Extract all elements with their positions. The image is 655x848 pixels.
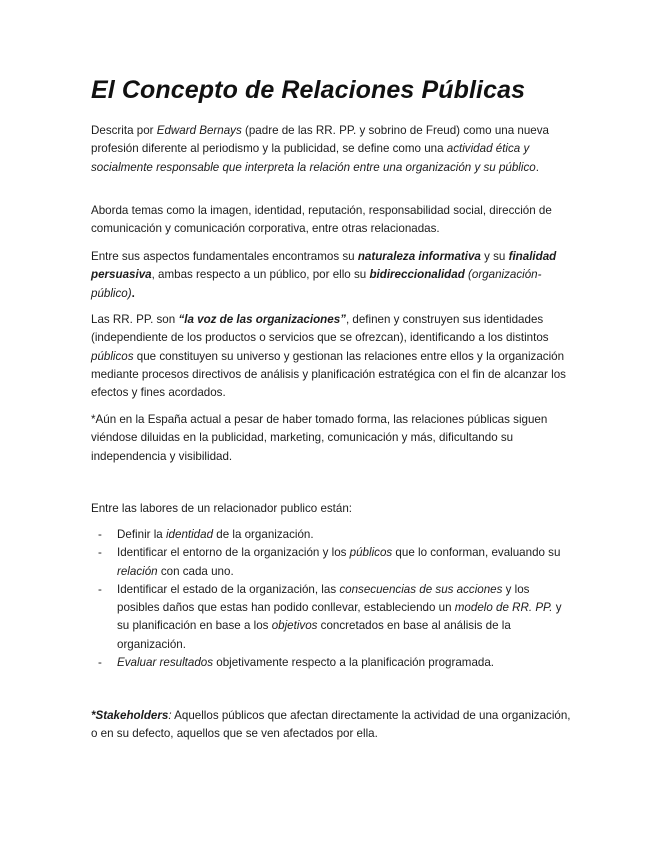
definition-text: actividad ética y socialmente responsable que interpreta la relación entre una organización y su público <box>91 142 536 174</box>
bold-italic-term: naturaleza informativa <box>357 250 481 263</box>
italic-term: modelo de RR. PP. <box>454 601 553 615</box>
list-dash: - <box>98 528 102 541</box>
italic-term: consecuencias de sus acciones <box>339 582 503 596</box>
page-title: El Concepto de Relaciones Públicas <box>91 76 526 104</box>
text-run: Entre sus aspectos fundamentales encontramos su <box>91 250 358 263</box>
bold-italic-term: *Stakeholders <box>91 709 169 722</box>
italic-term: objetivos <box>271 619 318 633</box>
italic-colon: : <box>168 709 172 722</box>
text-run: , ambas respecto a un público, por ello su <box>151 268 370 282</box>
bold-italic-term: bidireccionalidad <box>369 268 465 282</box>
list-item <box>98 544 570 581</box>
paragraph-stakeholders <box>91 707 571 744</box>
list-dash: - <box>98 546 102 560</box>
author-name: Edward Bernays <box>156 124 242 137</box>
text-run: que lo conforman, evaluando su <box>392 546 561 560</box>
italic-term: (organización-público) <box>91 268 542 300</box>
list-item <box>98 654 570 672</box>
bold-italic-term: finalidad persuasiva <box>91 250 557 282</box>
text-run: Descrita por <box>91 124 157 137</box>
text-run: Aquellos públicos que afectan directamente la actividad de una organización, o en su defecto, aquellos que se ven afectados por ella. <box>91 709 571 741</box>
italic-term: relación <box>117 564 158 578</box>
list-intro: Entre las labores de un relacionador publico están: <box>91 502 353 515</box>
text-run: Definir la <box>117 528 166 541</box>
paragraph-note: *Aún en la España actual a pesar de haber tomado forma, las relaciones públicas siguen viéndose diluidas en la publicidad, marketing, comunicación y más, dificultando su independencia y visibilidad. <box>91 413 548 463</box>
text-run: concretados en base al análisis de la organización. <box>117 619 511 651</box>
list-dash: - <box>98 582 102 596</box>
text-run: (padre de las RR. PP. y sobrino de Freud) como una nueva profesión diferente al periodismo y la publicidad, se define como una <box>91 124 549 156</box>
text-run: y su <box>480 250 509 263</box>
list-dash: - <box>98 656 102 670</box>
text-run: y su planificación en base a los <box>117 601 562 633</box>
italic-term: identidad <box>165 528 214 541</box>
text-run: Las RR. PP. son <box>91 313 179 326</box>
list-item <box>98 526 570 544</box>
text-run: Identificar el entorno de la organización y los <box>117 546 350 560</box>
text-run: . <box>131 286 135 300</box>
text-run: , definen y construyen sus identidades (independiente de los productos o servicios que se ofrezcan), identificando a los distintos <box>91 313 549 345</box>
text-run: y los posibles daños que estas han podido conllevar, estableciendo un <box>117 582 530 615</box>
text-run: de la organización. <box>213 528 314 541</box>
paragraph-aspects <box>91 248 571 303</box>
text-run: . <box>535 160 539 174</box>
italic-term: públicos <box>349 546 393 560</box>
text-run: que constituyen su universo y gestionan las relaciones entre ellos y la organización mediante procesos directivos de análisis y planificación estratégica con el fin de alcanzar los efectos y fines acordados. <box>91 349 566 400</box>
italic-term: públicos <box>91 349 134 363</box>
paragraph-voice <box>91 311 571 402</box>
text-run: Identificar el estado de la organización, las <box>117 582 340 596</box>
tasks-list <box>98 526 570 672</box>
paragraph-topics: Aborda temas como la imagen, identidad, reputación, responsabilidad social, dirección de comunicación y comunicación corporativa, entre otras relacionadas. <box>91 204 552 236</box>
bold-italic-term: “la voz de las organizaciones” <box>178 313 346 326</box>
paragraph-definition <box>91 122 571 177</box>
text-run: con cada uno. <box>157 564 234 578</box>
text-run: objetivamente respecto a la planificación programada. <box>213 656 495 670</box>
italic-term: Evaluar resultados <box>117 656 214 670</box>
list-item <box>98 581 570 654</box>
